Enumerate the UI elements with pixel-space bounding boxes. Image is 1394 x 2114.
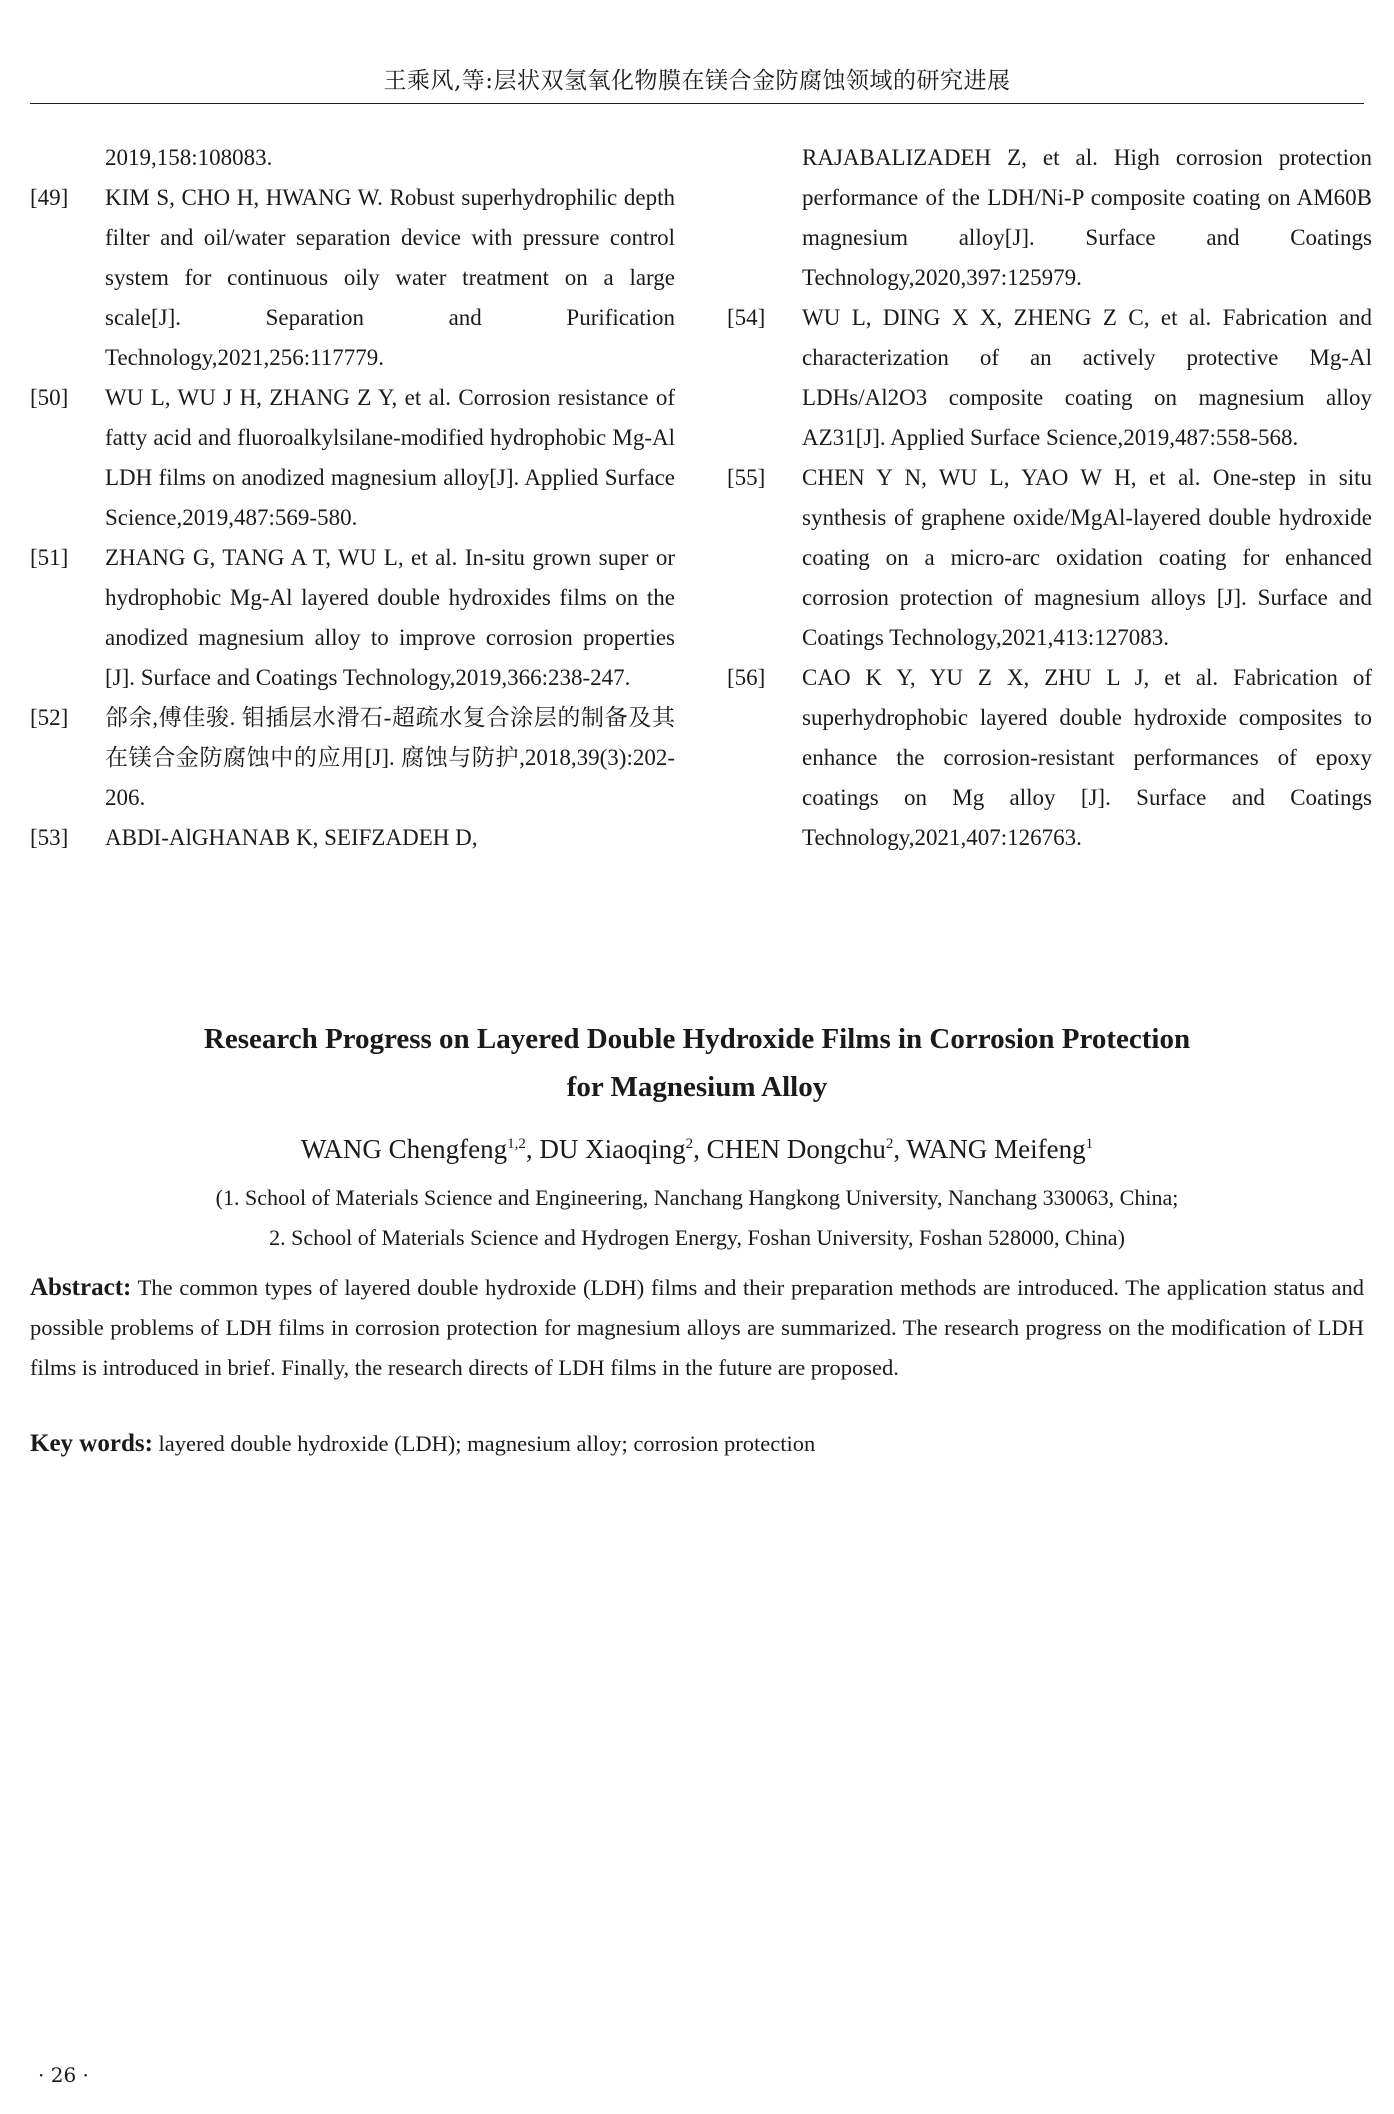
reference-number: [55] <box>727 465 766 490</box>
english-title <box>30 1015 1364 1111</box>
english-title-line: Research Progress on Layered Double Hydroxide Films in Corrosion Protection <box>203 1023 1191 1055</box>
reference-text: 2019,158:108083. <box>105 145 273 170</box>
author-name: CHEN Dongchu <box>706 1134 886 1164</box>
running-header: 王乘风,等:层状双氢氧化物膜在镁合金防腐蚀领域的研究进展 <box>383 68 1011 94</box>
reference-text: 郃余,傅佳骏. 钼插层水滑石-超疏水复合涂层的制备及其在镁合金防腐蚀中的应用[J]. 腐蚀与防护,2018,39(3):202-206. <box>105 705 675 810</box>
reference-item <box>30 818 675 858</box>
affiliation-line: 2. School of Materials Science and Hydrogen Energy, Foshan University, Foshan 528000, China) <box>269 1225 1125 1250</box>
reference-item <box>727 138 1372 298</box>
keywords-text: layered double hydroxide (LDH); magnesium alloy; corrosion protection <box>158 1431 816 1456</box>
abstract-label: Abstract: <box>30 1274 132 1301</box>
reference-number: [51] <box>30 545 69 570</box>
reference-text: WU L, WU J H, ZHANG Z Y, et al. Corrosion resistance of fatty acid and fluoroalkylsilane-modified hydrophobic Mg-Al LDH films on anodized magnesium alloy[J]. Applied Surface Science,2019,487:569-580. <box>105 385 675 530</box>
reference-text: CHEN Y N, WU L, YAO W H, et al. One-step in situ synthesis of graphene oxide/MgAl-layered double hydroxide coating on a micro-arc oxidation coating for enhanced corrosion protection of magnesium alloys [J]. Surface and Coatings Technology,2021,413:127083. <box>802 465 1372 650</box>
references-left-column <box>30 138 675 858</box>
author-affiliation-mark: 2 <box>685 1136 694 1152</box>
reference-text: WU L, DING X X, ZHENG Z C, et al. Fabrication and characterization of an actively protective Mg-Al LDHs/Al2O3 composite coating on magnesium alloy AZ31[J]. Applied Surface Science,2019,487:558-568. <box>802 305 1372 450</box>
keywords <box>30 1430 1364 1458</box>
reference-item <box>727 298 1372 458</box>
reference-item <box>30 538 675 698</box>
reference-number: [53] <box>30 825 69 850</box>
author-affiliation-mark: 1 <box>1085 1136 1094 1152</box>
reference-item <box>30 178 675 378</box>
reference-text: ZHANG G, TANG A T, WU L, et al. In-situ grown super or hydrophobic Mg-Al layered double hydroxides films on the anodized magnesium alloy to improve corrosion properties [J]. Surface and Coatings Technology,2019,366:238-247. <box>105 545 675 690</box>
author-name: WANG Meifeng <box>906 1134 1086 1164</box>
reference-text: CAO K Y, YU Z X, ZHU L J, et al. Fabrication of superhydrophobic layered double hydroxide composites to enhance the corrosion-resistant performances of epoxy coatings on Mg alloy [J]. Surface and Coatings Technology,2021,407:126763. <box>802 665 1372 850</box>
reference-number: [52] <box>30 705 69 730</box>
abstract <box>30 1268 1364 1388</box>
reference-number: [50] <box>30 385 69 410</box>
reference-text: RAJABALIZADEH Z, et al. High corrosion protection performance of the LDH/Ni-P composite coating on AM60B magnesium alloy[J]. Surface and Coatings Technology,2020,397:125979. <box>802 145 1372 290</box>
page-number: · 26 · <box>38 2063 89 2087</box>
header-rule <box>30 103 1364 104</box>
reference-item <box>30 378 675 538</box>
author-name: WANG Chengfeng <box>300 1134 508 1164</box>
author-affiliation-mark: 2 <box>885 1136 894 1152</box>
references-right-column <box>727 138 1372 858</box>
english-title-line: for Magnesium Alloy <box>566 1071 828 1103</box>
reference-item <box>727 658 1372 858</box>
reference-number: [49] <box>30 185 69 210</box>
reference-number: [56] <box>727 665 766 690</box>
reference-item <box>727 458 1372 658</box>
reference-number: [54] <box>727 305 766 330</box>
author-list: WANG Chengfeng$^{1,2}$, DU Xiaoqing$^2$, CHEN Dongchu$^2$, WANG Meifeng$^1$ <box>300 1134 1094 1164</box>
reference-item <box>30 698 675 818</box>
author-affiliation-mark: 1,2 <box>507 1136 526 1152</box>
reference-text: ABDI-AlGHANAB K, SEIFZADEH D, <box>105 825 478 850</box>
affiliation-line: (1. School of Materials Science and Engineering, Nanchang Hangkong University, Nanchang 330063, China; <box>215 1185 1179 1210</box>
keywords-label: Key words: <box>30 1430 153 1457</box>
abstract-text: The common types of layered double hydroxide (LDH) films and their preparation methods are introduced. The application status and possible problems of LDH films in corrosion protection for magnesium alloys are summarized. The research progress on the modification of LDH films is introduced in brief. Finally, the research directs of LDH films in the future are proposed. <box>30 1275 1365 1380</box>
author-name: DU Xiaoqing <box>539 1134 686 1164</box>
reference-item <box>30 138 675 178</box>
reference-text: KIM S, CHO H, HWANG W. Robust superhydrophilic depth filter and oil/water separation device with pressure control system for continuous oily water treatment on a large scale[J]. Separation and Purification Technology,2021,256:117779. <box>105 185 675 370</box>
